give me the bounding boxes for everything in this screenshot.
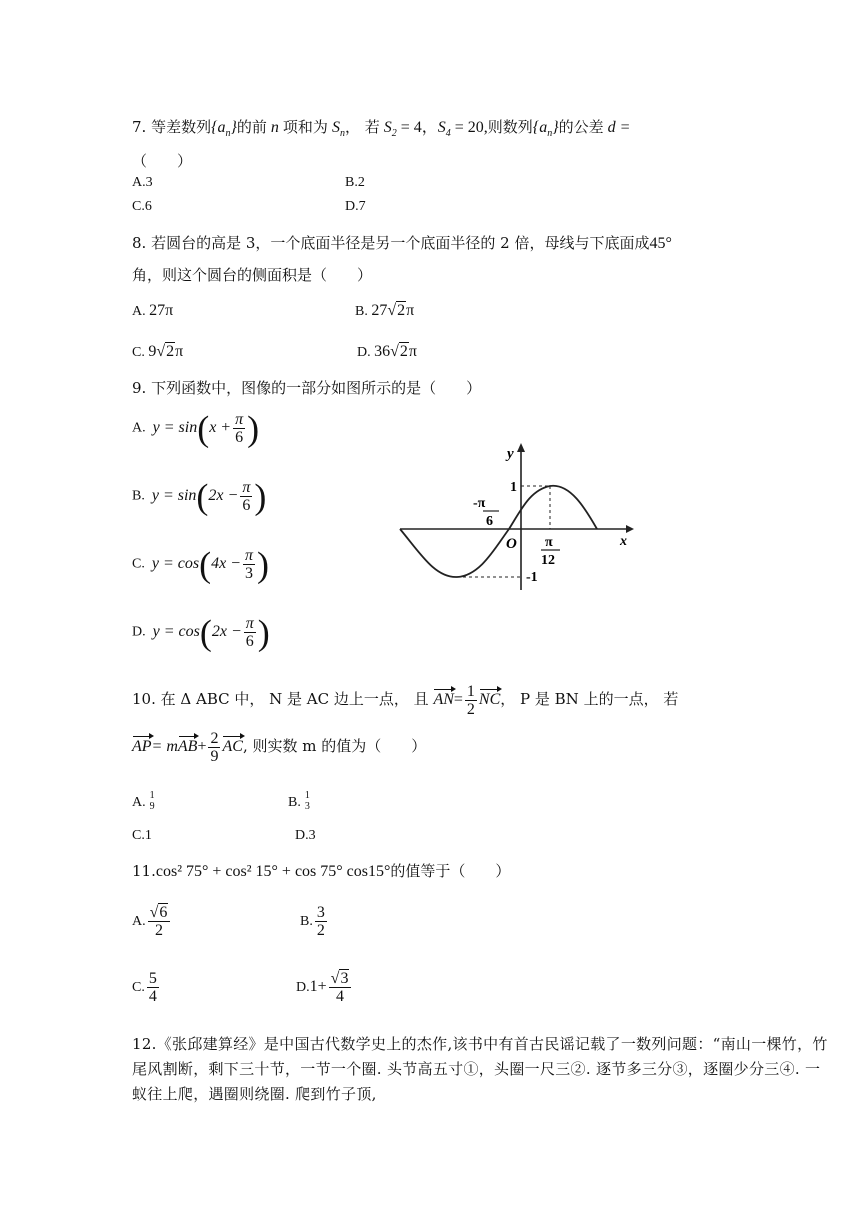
q7-option-b: B.2 <box>345 175 365 190</box>
q7-option-d: D.7 <box>345 199 366 214</box>
question-9-stem: 9. 下列函数中，图像的一部分如图所示的是（ ） <box>132 379 482 397</box>
y-axis-label: y <box>507 446 514 462</box>
q8-option-b: B. 27√2π <box>355 302 415 319</box>
q8-option-a: A. 27π <box>132 302 174 319</box>
q10-option-b: B. 1 3 <box>288 790 310 812</box>
q7-option-a: A.3 <box>132 175 153 190</box>
y-tick-one: 1 <box>510 480 517 495</box>
question-12-stem: 12.《张邱建算经》是中国古代数学史上的杰作,该书中有首古民谣记载了一数列问题：“南山一棵竹，竹尾风割断，剩下三十节，一节一个圈. 头节高五寸①，头圈一尺三②. 逐节多三分③，逐圈少分三④. 一蚁往上爬，遇圈则绕圈. 爬到竹子顶, <box>132 1035 828 1103</box>
q10-option-c: C.1 <box>132 828 152 843</box>
q10-option-a: A. 1 9 <box>132 790 155 812</box>
question-8-stem-line2: 角，则这个圆台的侧面积是（ ） <box>132 266 373 284</box>
q9-option-a: A. y = sin(x + $\frac{\pi}{6}$ ) <box>132 408 260 448</box>
q11-option-b: B. $\frac{3}{2}$ <box>300 904 325 939</box>
q11-option-a: A. $\frac{√6}{2}$ <box>132 904 172 939</box>
question-8-stem-line1: 8. 若圆台的高是 3，一个底面半径是另一个底面半径的 2 倍，母线与下底面成45° <box>132 234 672 252</box>
q9-option-d: D. y = cos(2x − $\frac{\pi}{6}$ ) <box>132 612 270 652</box>
origin-label: O <box>506 536 517 552</box>
x-tick-neg-pi: -π <box>473 496 486 511</box>
question-7-blank: （ ） <box>132 152 193 170</box>
q9-sine-graph <box>390 438 640 598</box>
q10-option-d: D.3 <box>295 828 316 843</box>
y-tick-neg-one: -1 <box>526 570 538 585</box>
q11-option-d: D.1+ $\frac{√3}{4}$ <box>296 970 353 1005</box>
q9-option-c: C. y = cos(4x − $\frac{\pi}{3}$ ) <box>132 544 269 584</box>
q7-option-c: C.6 <box>132 199 152 214</box>
question-10-stem-line2: AP= mAB+ $\frac{2}{9}$ AC, 则实数 m 的值为（ ） <box>132 730 427 765</box>
question-11-stem: 11.cos² 75° + cos² 15° + cos 75° cos15°的值等于（ ） <box>132 862 511 880</box>
sine-curve <box>400 486 597 577</box>
x-tick-neg-den: 6 <box>486 514 493 529</box>
x-tick-pi: π <box>545 535 553 550</box>
q8-option-d: D. 36√2π <box>357 343 417 360</box>
q11-option-c: C. $\frac{5}{4}$ <box>132 970 157 1005</box>
q8-option-c: C. 9√2π <box>132 343 184 360</box>
q9-option-b: B. y = sin(2x − $\frac{\pi}{6}$ ) <box>132 476 267 516</box>
y-axis-arrow <box>517 443 525 452</box>
question-10-stem-line1: 10. 在 Δ ABC 中， N 是 AC 边上一点， 且 AN= $\frac{1}{2}$ NC， P 是 BN 上的一点， 若 <box>132 683 679 718</box>
question-7-stem: 7. 等差数列$\{a_n\}$的前 n 项和为 $S_n$， 若 $S_2 = 4$，$S_4 = 20$,则数列$\{a_n\}$的公差 d = <box>132 118 631 140</box>
x-axis-label: x <box>620 534 627 549</box>
x-tick-pi-den: 12 <box>541 553 555 568</box>
x-axis-arrow <box>626 525 634 533</box>
